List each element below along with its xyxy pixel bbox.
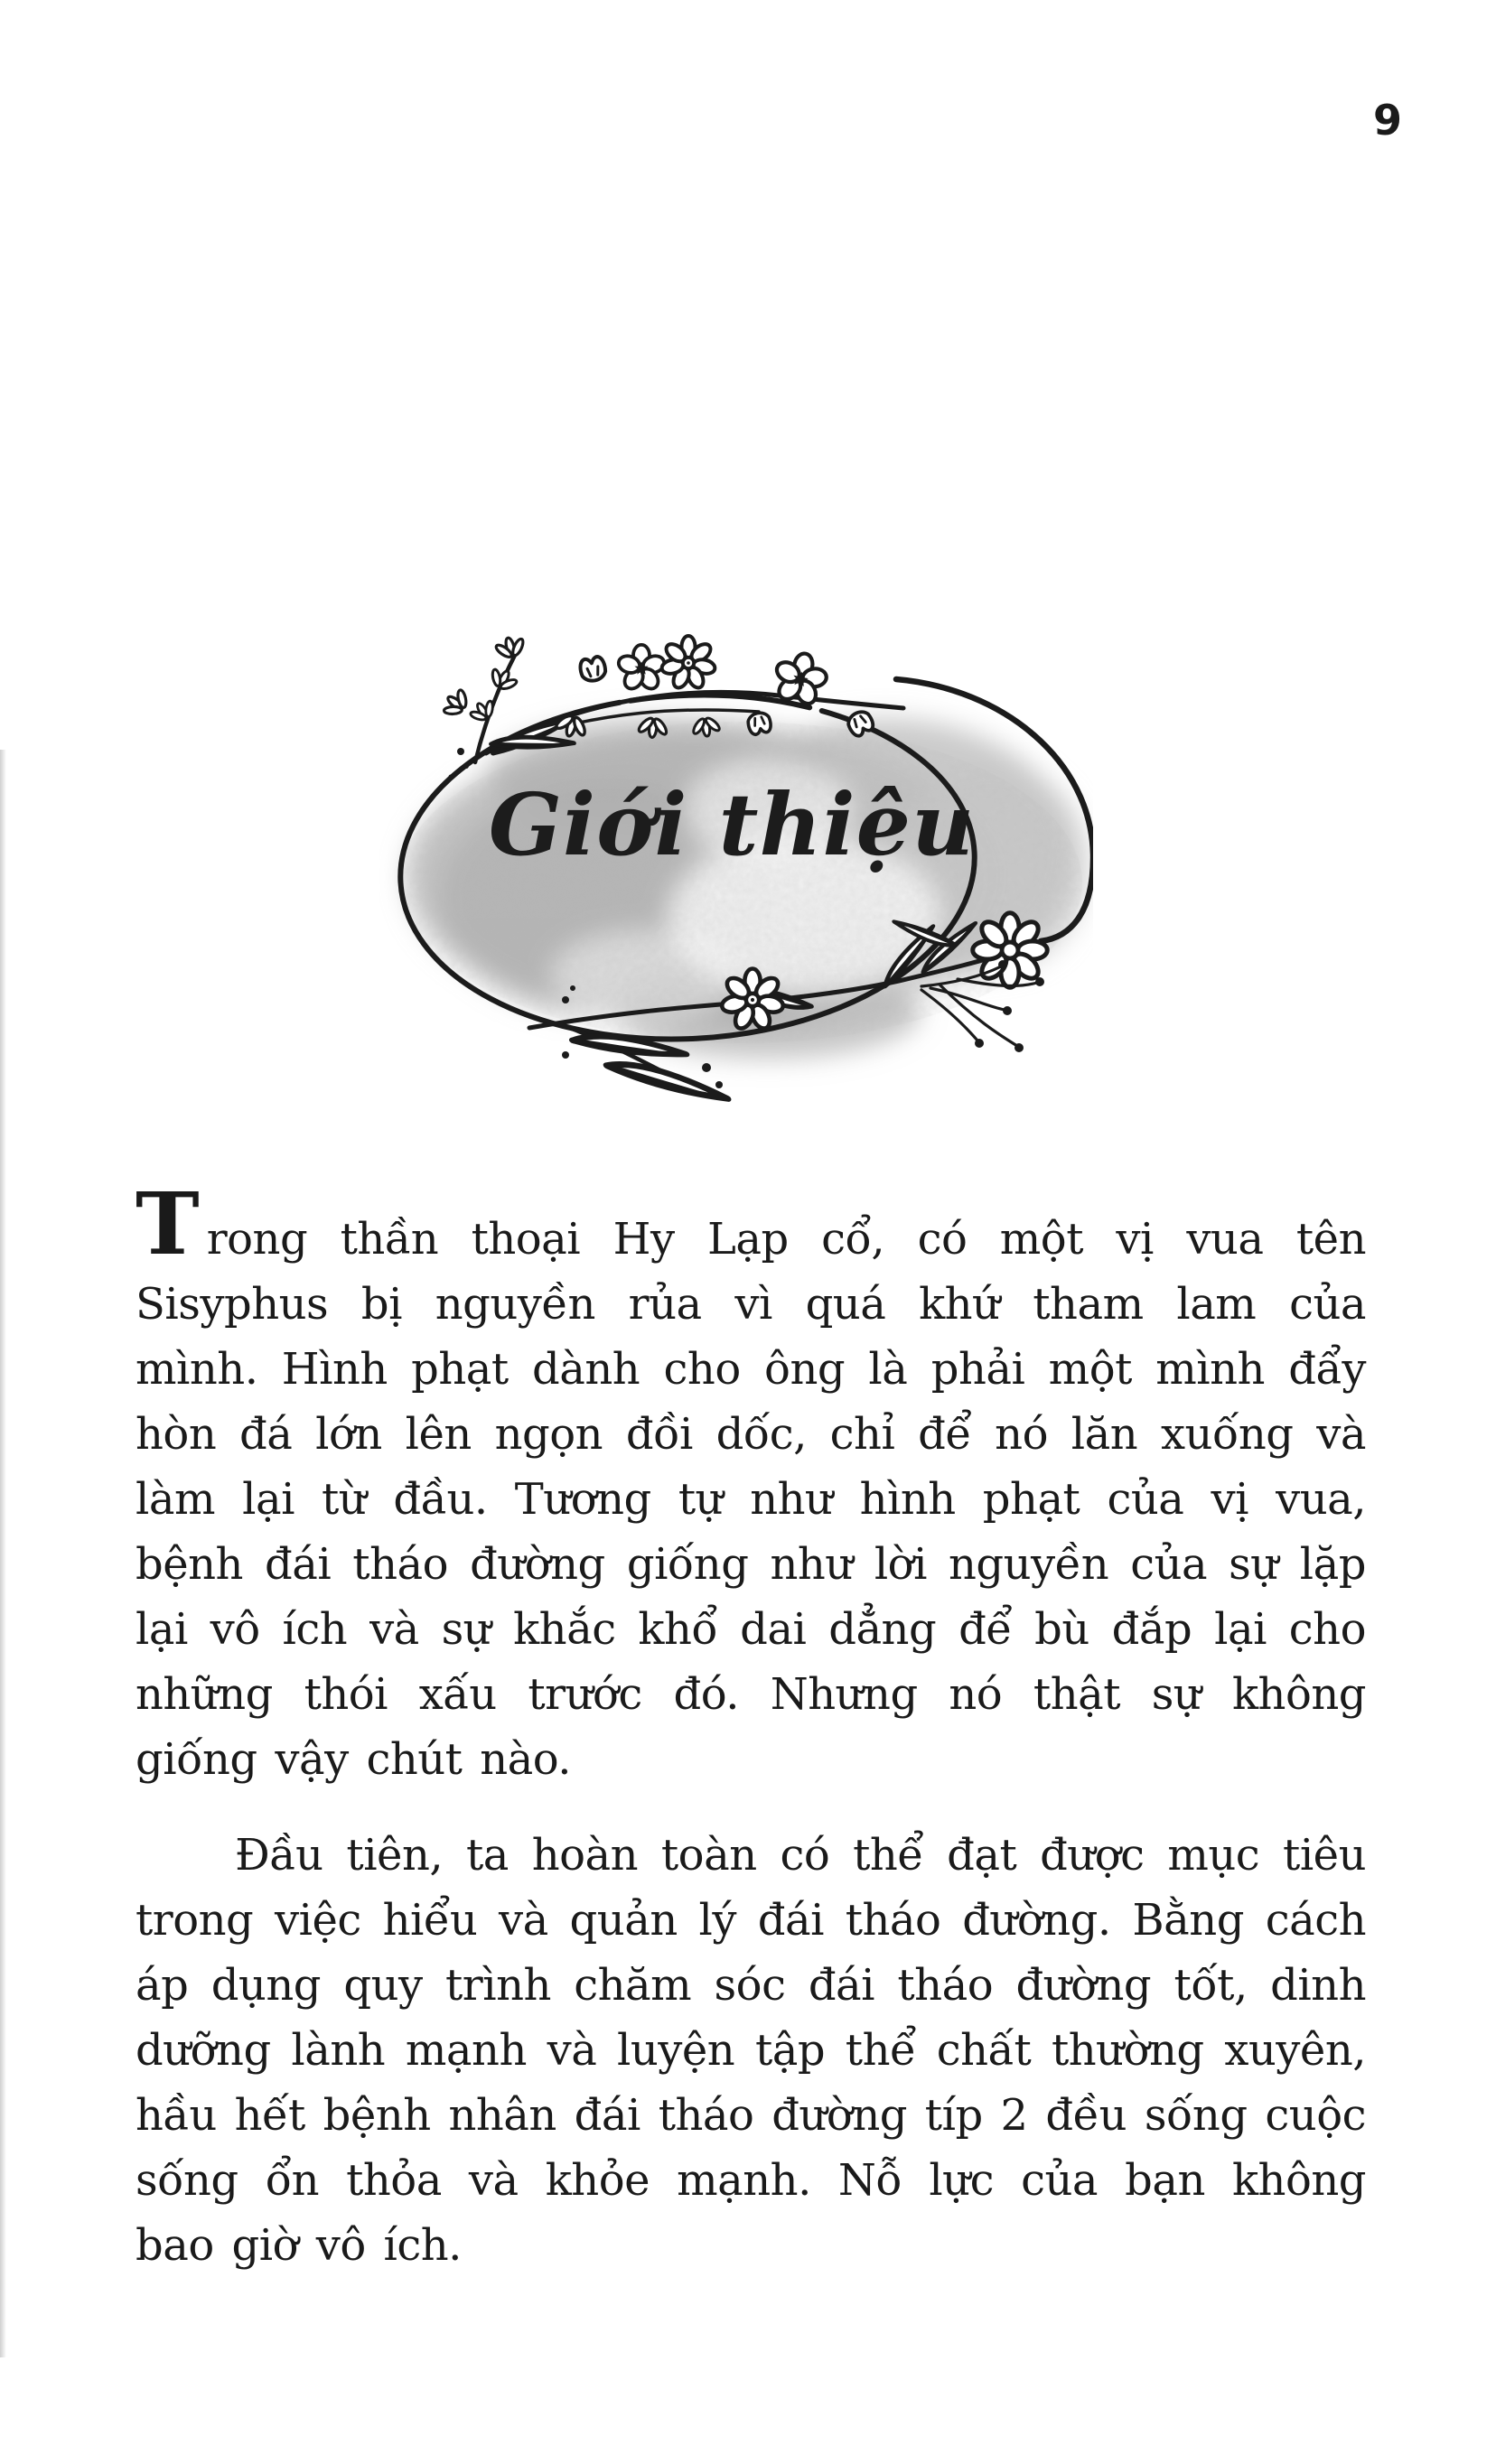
paragraph-2-text: Đầu tiên, ta hoàn toàn có thể đạt được mục tiêu trong việc hiểu và quản lý đái tháo đường. Bằng cách áp dụng quy trình chăm sóc đái tháo đường tốt, dinh dưỡng lành mạnh và luyện tập thể chất thường xuyên, hầu hết bệnh nhân đái tháo đường típ 2 đều sống cuộc sống ổn thỏa và khỏe mạnh. Nỗ lực của bạn không bao giờ vô ích. xyxy=(136,1830,1366,2271)
drop-cap: T xyxy=(136,1174,200,1274)
leaf-sprout-icon xyxy=(485,664,521,695)
leaf-sprout-icon xyxy=(438,685,474,723)
flower-bud-icon xyxy=(578,656,607,683)
flower-icon xyxy=(616,645,666,693)
paragraph-1 xyxy=(136,1174,1366,1792)
body-text xyxy=(136,1174,1366,2278)
paragraph-1-text: rong thần thoại Hy Lạp cổ, có một vị vua tên Sisyphus bị nguyền rủa vì quá khứ tham lam của mình. Hình phạt dành cho ông là phải một mình đẩy hòn đá lớn lên ngọn đồi dốc, chỉ để nó lăn xuống và làm lại từ đầu. Tương tự như hình phạt của vị vua, bệnh đái tháo đường giống như lời nguyền của sự lặp lại vô ích và sự khắc khổ dai dẳng để bù đắp lại cho những thói xấu trước đó. Nhưng nó thật sự không giống vậy chút nào. xyxy=(136,1214,1366,1785)
chapter-title: Giới thiệu xyxy=(488,775,976,875)
floral-wreath-decoration xyxy=(379,623,1093,1129)
daisy-flower-icon xyxy=(973,913,1048,988)
leaf-sprout-icon xyxy=(492,634,528,662)
chapter-badge xyxy=(379,623,1093,1129)
flower-bud-icon xyxy=(746,711,772,735)
paragraph-2 xyxy=(136,1823,1366,2278)
page-number: 9 xyxy=(1372,96,1402,145)
page-gutter-shadow xyxy=(0,750,6,2357)
daisy-flower-icon xyxy=(660,636,716,690)
